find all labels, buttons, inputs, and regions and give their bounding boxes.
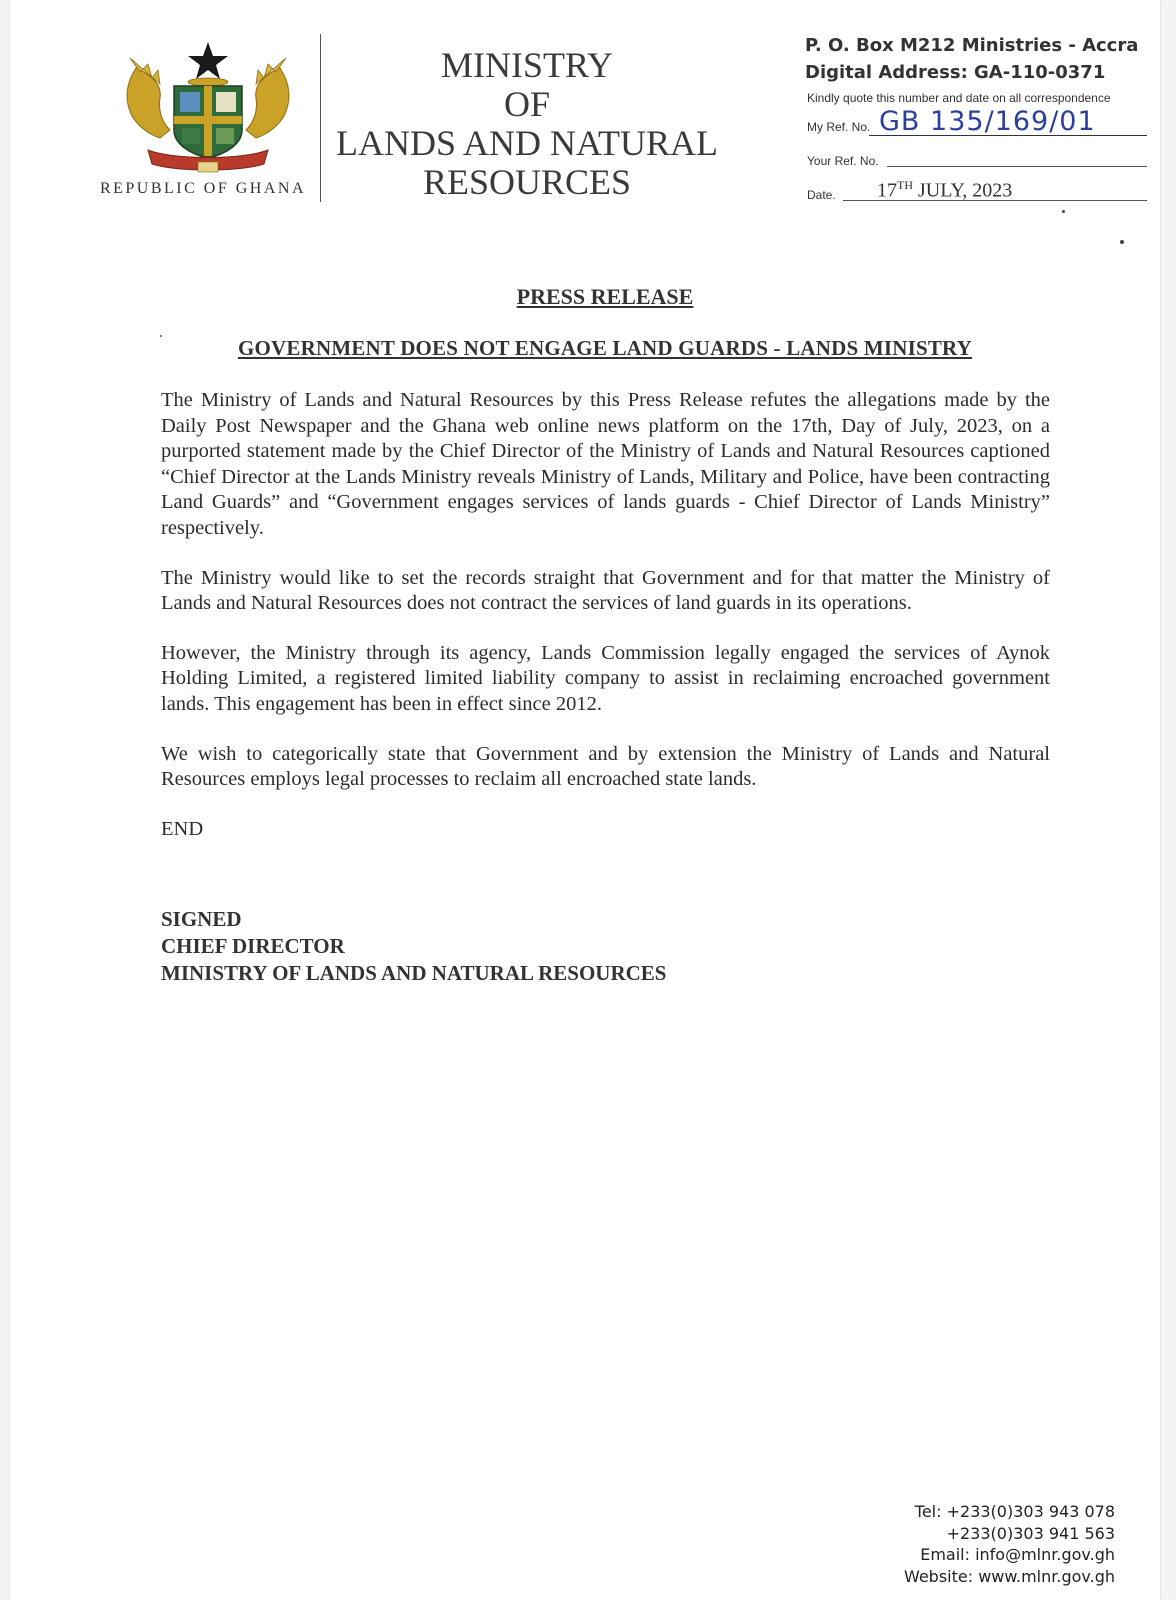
date-label: Date.	[807, 188, 836, 202]
email-address: Email: info@mlnr.gov.gh	[920, 1545, 1115, 1564]
your-ref-label: Your Ref. No.	[807, 154, 879, 168]
digital-address: Digital Address: GA-110-0371	[805, 62, 1106, 83]
my-ref-value: GB 135/169/01	[879, 106, 1096, 137]
date-day: 17	[877, 180, 897, 202]
date-suffix: TH	[897, 178, 913, 193]
speck-mark	[1120, 240, 1124, 244]
my-ref-row	[807, 106, 1147, 138]
body-paragraph-2: The Ministry would like to set the records straight that Government and for that matter the Ministry of Lands and Natural Resources does not contract the services of land guards in its operations.	[161, 566, 1050, 615]
telephone-1: Tel: +233(0)303 943 078	[914, 1502, 1115, 1521]
body-paragraph-4: We wish to categorically state that Government and by extension the Ministry of Lands and Natural Resources employs legal processes to reclaim all encroached state lands.	[161, 742, 1050, 791]
press-release-headline: GOVERNMENT DOES NOT ENGAGE LAND GUARDS - LANDS MINISTRY	[237, 336, 973, 360]
ministry-title-line-2: OF	[503, 84, 551, 124]
po-box: P. O. Box M212 Ministries - Accra	[805, 35, 1139, 56]
press-release-page	[10, 0, 1160, 1600]
press-release-heading: PRESS RELEASE	[516, 284, 694, 309]
body-paragraph-1: The Ministry of Lands and Natural Resources by this Press Release refutes the allegations made by the Daily Post Newspaper and the Ghana web online news platform on the 17th, Day of July, 2023, on a purported statement made by the Chief Director of the Ministry of Lands and Natural Resources captioned “Chief Director at the Lands Ministry reveals Ministry of Lands, Military and Police, have been contracting Land Guards” and “Government engages services of lands guards - Chief Director of Lands Ministry” respectively.	[161, 389, 1050, 539]
ministry-title-line-4: RESOURCES	[422, 162, 632, 202]
ministry-title-line-3: LANDS AND NATURAL	[335, 123, 718, 163]
ministry-title-line-1: MINISTRY	[440, 45, 614, 85]
date-rest: JULY, 2023	[913, 180, 1013, 202]
ministry-title	[322, 46, 732, 202]
date-value	[877, 178, 1012, 203]
header-divider	[320, 34, 321, 202]
end-marker: END	[161, 817, 204, 840]
press-release-body	[161, 388, 1050, 866]
signature-block	[161, 906, 666, 987]
your-ref-row	[807, 150, 1147, 170]
website-address: Website: www.mlnr.gov.gh	[903, 1566, 1115, 1586]
republic-of-ghana-label: REPUBLIC OF GHANA	[99, 180, 307, 197]
kindly-quote-note: Kindly quote this number and date on all correspondence	[807, 91, 1111, 105]
contact-footer	[904, 1501, 1115, 1587]
date-row	[807, 180, 1147, 204]
postal-address	[805, 32, 1138, 86]
speck-mark	[1062, 210, 1065, 213]
my-ref-label: My Ref. No.	[807, 120, 871, 134]
signatory-title: CHIEF DIRECTOR	[161, 934, 345, 958]
telephone-2: +233(0)303 941 563	[946, 1523, 1115, 1543]
ghana-coat-of-arms-icon	[118, 38, 298, 178]
signed-label: SIGNED	[161, 907, 242, 931]
your-ref-line	[887, 166, 1147, 167]
body-paragraph-3: However, the Ministry through its agency, Lands Commission legally engaged the services of Aynok Holding Limited, a registered limited liability company to assist in reclaiming encroached government lands. This engagement has been in effect since 2012.	[161, 641, 1050, 715]
signatory-organisation: MINISTRY OF LANDS AND NATURAL RESOURCES	[161, 961, 667, 985]
